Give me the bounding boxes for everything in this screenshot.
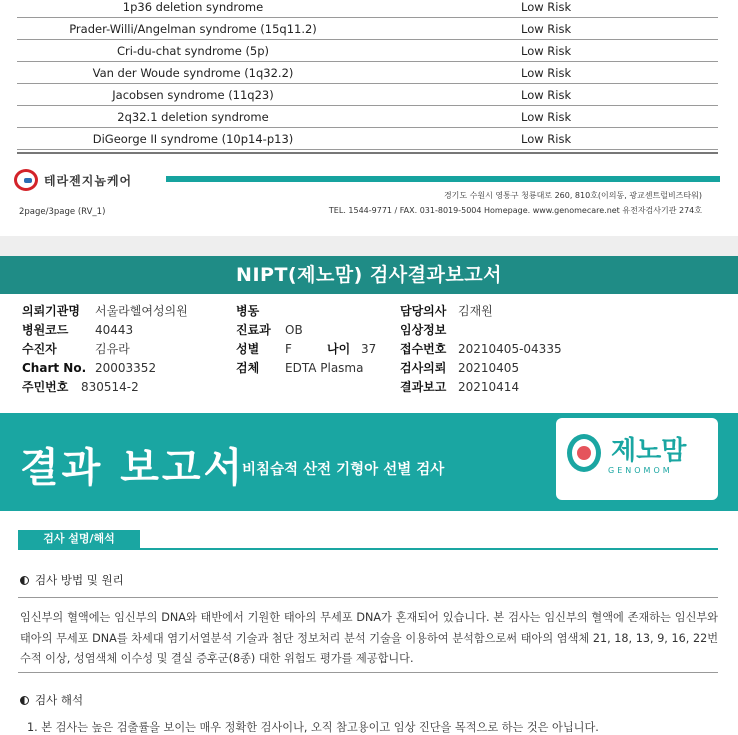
syndrome-name: 1p36 deletion syndrome bbox=[122, 0, 264, 14]
request-date-label: 검사의뢰 bbox=[400, 361, 447, 375]
interpretation-heading-text: 검사 해석 bbox=[35, 693, 84, 707]
table-row bbox=[17, 0, 718, 18]
ward-label: 병동 bbox=[236, 304, 260, 318]
chart-no-label: Chart No. bbox=[22, 361, 87, 375]
age-label: 나이 bbox=[327, 342, 351, 356]
resident-no-label: 주민번호 bbox=[22, 380, 69, 394]
half-circle-bullet-icon bbox=[20, 696, 29, 705]
report-date-value: 20210414 bbox=[458, 380, 520, 394]
patient-info-col1 bbox=[22, 302, 188, 397]
hospital-code-value: 40443 bbox=[95, 323, 134, 337]
receipt-no-value: 20210405-04335 bbox=[458, 342, 562, 356]
patient-info-col3 bbox=[400, 302, 562, 397]
specimen-value: EDTA Plasma bbox=[285, 361, 364, 375]
examinee-label: 수진자 bbox=[22, 342, 57, 356]
risk-value: Low Risk bbox=[521, 0, 572, 14]
page-break bbox=[0, 236, 738, 256]
report-title: NIPT(제노맘) 검사결과보고서 bbox=[0, 256, 738, 294]
section-tab: 검사 설명/해석 bbox=[18, 530, 140, 548]
patient-info-col2 bbox=[236, 302, 376, 378]
syndrome-name: 2q32.1 deletion syndrome bbox=[117, 110, 269, 124]
footer-teal-rule bbox=[166, 176, 720, 182]
method-heading-text: 검사 방법 및 원리 bbox=[35, 573, 124, 587]
institution-value: 서울라헬여성의원 bbox=[95, 304, 188, 318]
report-date-label: 결과보고 bbox=[400, 380, 447, 394]
syndrome-name: Van der Woude syndrome (1q32.2) bbox=[92, 66, 294, 80]
company-contact: TEL. 1544-9771 / FAX. 031-8019-5004 Homepage. www.genomecare.net 유전자검사기관 274호 bbox=[328, 206, 702, 215]
specimen-label: 검체 bbox=[236, 361, 260, 375]
page-number: 2page/3page (RV_1) bbox=[19, 207, 106, 217]
syndrome-name: Jacobsen syndrome (11q23) bbox=[112, 88, 274, 102]
doctor-label: 담당의사 bbox=[400, 304, 447, 318]
risk-value: Low Risk bbox=[521, 66, 572, 80]
risk-value: Low Risk bbox=[521, 132, 572, 146]
sex-value: F bbox=[285, 342, 292, 356]
genomom-logo-dot-icon bbox=[577, 446, 591, 460]
institution-label: 의뢰기관명 bbox=[22, 304, 80, 318]
company-address: 경기도 수원시 영통구 청룡대로 260, 810호(이의동, 광교센트럴비즈타워) bbox=[443, 191, 702, 200]
table-bottom-border bbox=[17, 152, 718, 154]
department-value: OB bbox=[285, 323, 303, 337]
company-name: 테라젠지놈케어 bbox=[44, 173, 133, 188]
table-row bbox=[17, 63, 718, 84]
syndrome-name: Prader-Willi/Angelman syndrome (15q11.2) bbox=[69, 22, 317, 36]
table-row bbox=[17, 41, 718, 62]
brand-name: 제노맘 bbox=[611, 436, 687, 466]
risk-table bbox=[17, 0, 718, 150]
genomecare-logo-icon bbox=[14, 169, 38, 191]
risk-value: Low Risk bbox=[521, 110, 572, 124]
interpretation-heading bbox=[20, 692, 83, 708]
chart-no-value: 20003352 bbox=[95, 361, 157, 375]
clinical-info-label: 임상정보 bbox=[400, 323, 447, 337]
syndrome-name: DiGeorge II syndrome (10p14-p13) bbox=[92, 132, 294, 146]
brand-en: GENOMOM bbox=[608, 466, 673, 475]
table-row bbox=[17, 19, 718, 40]
request-date-value: 20210405 bbox=[458, 361, 520, 375]
company-logo bbox=[14, 169, 132, 191]
section-rule bbox=[18, 548, 718, 550]
half-circle-bullet-icon bbox=[20, 576, 29, 585]
resident-no-value: 830514-2 bbox=[81, 380, 139, 394]
method-bottom-rule bbox=[18, 672, 718, 673]
receipt-no-label: 접수번호 bbox=[400, 342, 447, 356]
risk-value: Low Risk bbox=[521, 88, 572, 102]
method-paragraph: 임신부의 혈액에는 임신부의 DNA와 태반에서 기원한 태아의 무세포 DNA가 혼재되어 있습니다. 본 검사는 임신부의 혈액에 존재하는 임신부와 태아의 무세포 DNA를 차세대 염기서열분석 기술과 첨단 정보처리 분석 기술을 이용하여 분석함으로써 태아의 염색체 21, 18, 13, 9, 16, 22번 수적 이상, 성염색체 이수성 및 결실 증후군(8종) 대한 위험도 평가를 제공합니다. bbox=[20, 611, 718, 665]
doctor-value: 김재원 bbox=[458, 304, 493, 318]
table-row bbox=[17, 85, 718, 106]
examinee-value: 김유라 bbox=[95, 342, 130, 356]
sex-label: 성별 bbox=[236, 342, 260, 356]
table-row bbox=[17, 107, 718, 128]
hospital-code-label: 병원코드 bbox=[22, 323, 69, 337]
interpretation-line-1: 1. 본 검사는 높은 검출률을 보이는 매우 정확한 검사이나, 오직 참고용이고 임상 진단을 목적으로 하는 것은 아닙니다. bbox=[27, 721, 599, 734]
banner-title: 결과 보고서 bbox=[20, 445, 246, 491]
age-value: 37 bbox=[361, 342, 377, 356]
table-row bbox=[17, 129, 718, 150]
risk-value: Low Risk bbox=[521, 44, 572, 58]
banner-subtitle: 비침습적 산전 기형아 선별 검사 bbox=[242, 462, 445, 478]
syndrome-name: Cri-du-chat syndrome (5p) bbox=[116, 44, 270, 58]
method-heading bbox=[20, 572, 124, 588]
department-label: 진료과 bbox=[236, 323, 271, 337]
risk-value: Low Risk bbox=[521, 22, 572, 36]
method-rule bbox=[18, 597, 718, 598]
